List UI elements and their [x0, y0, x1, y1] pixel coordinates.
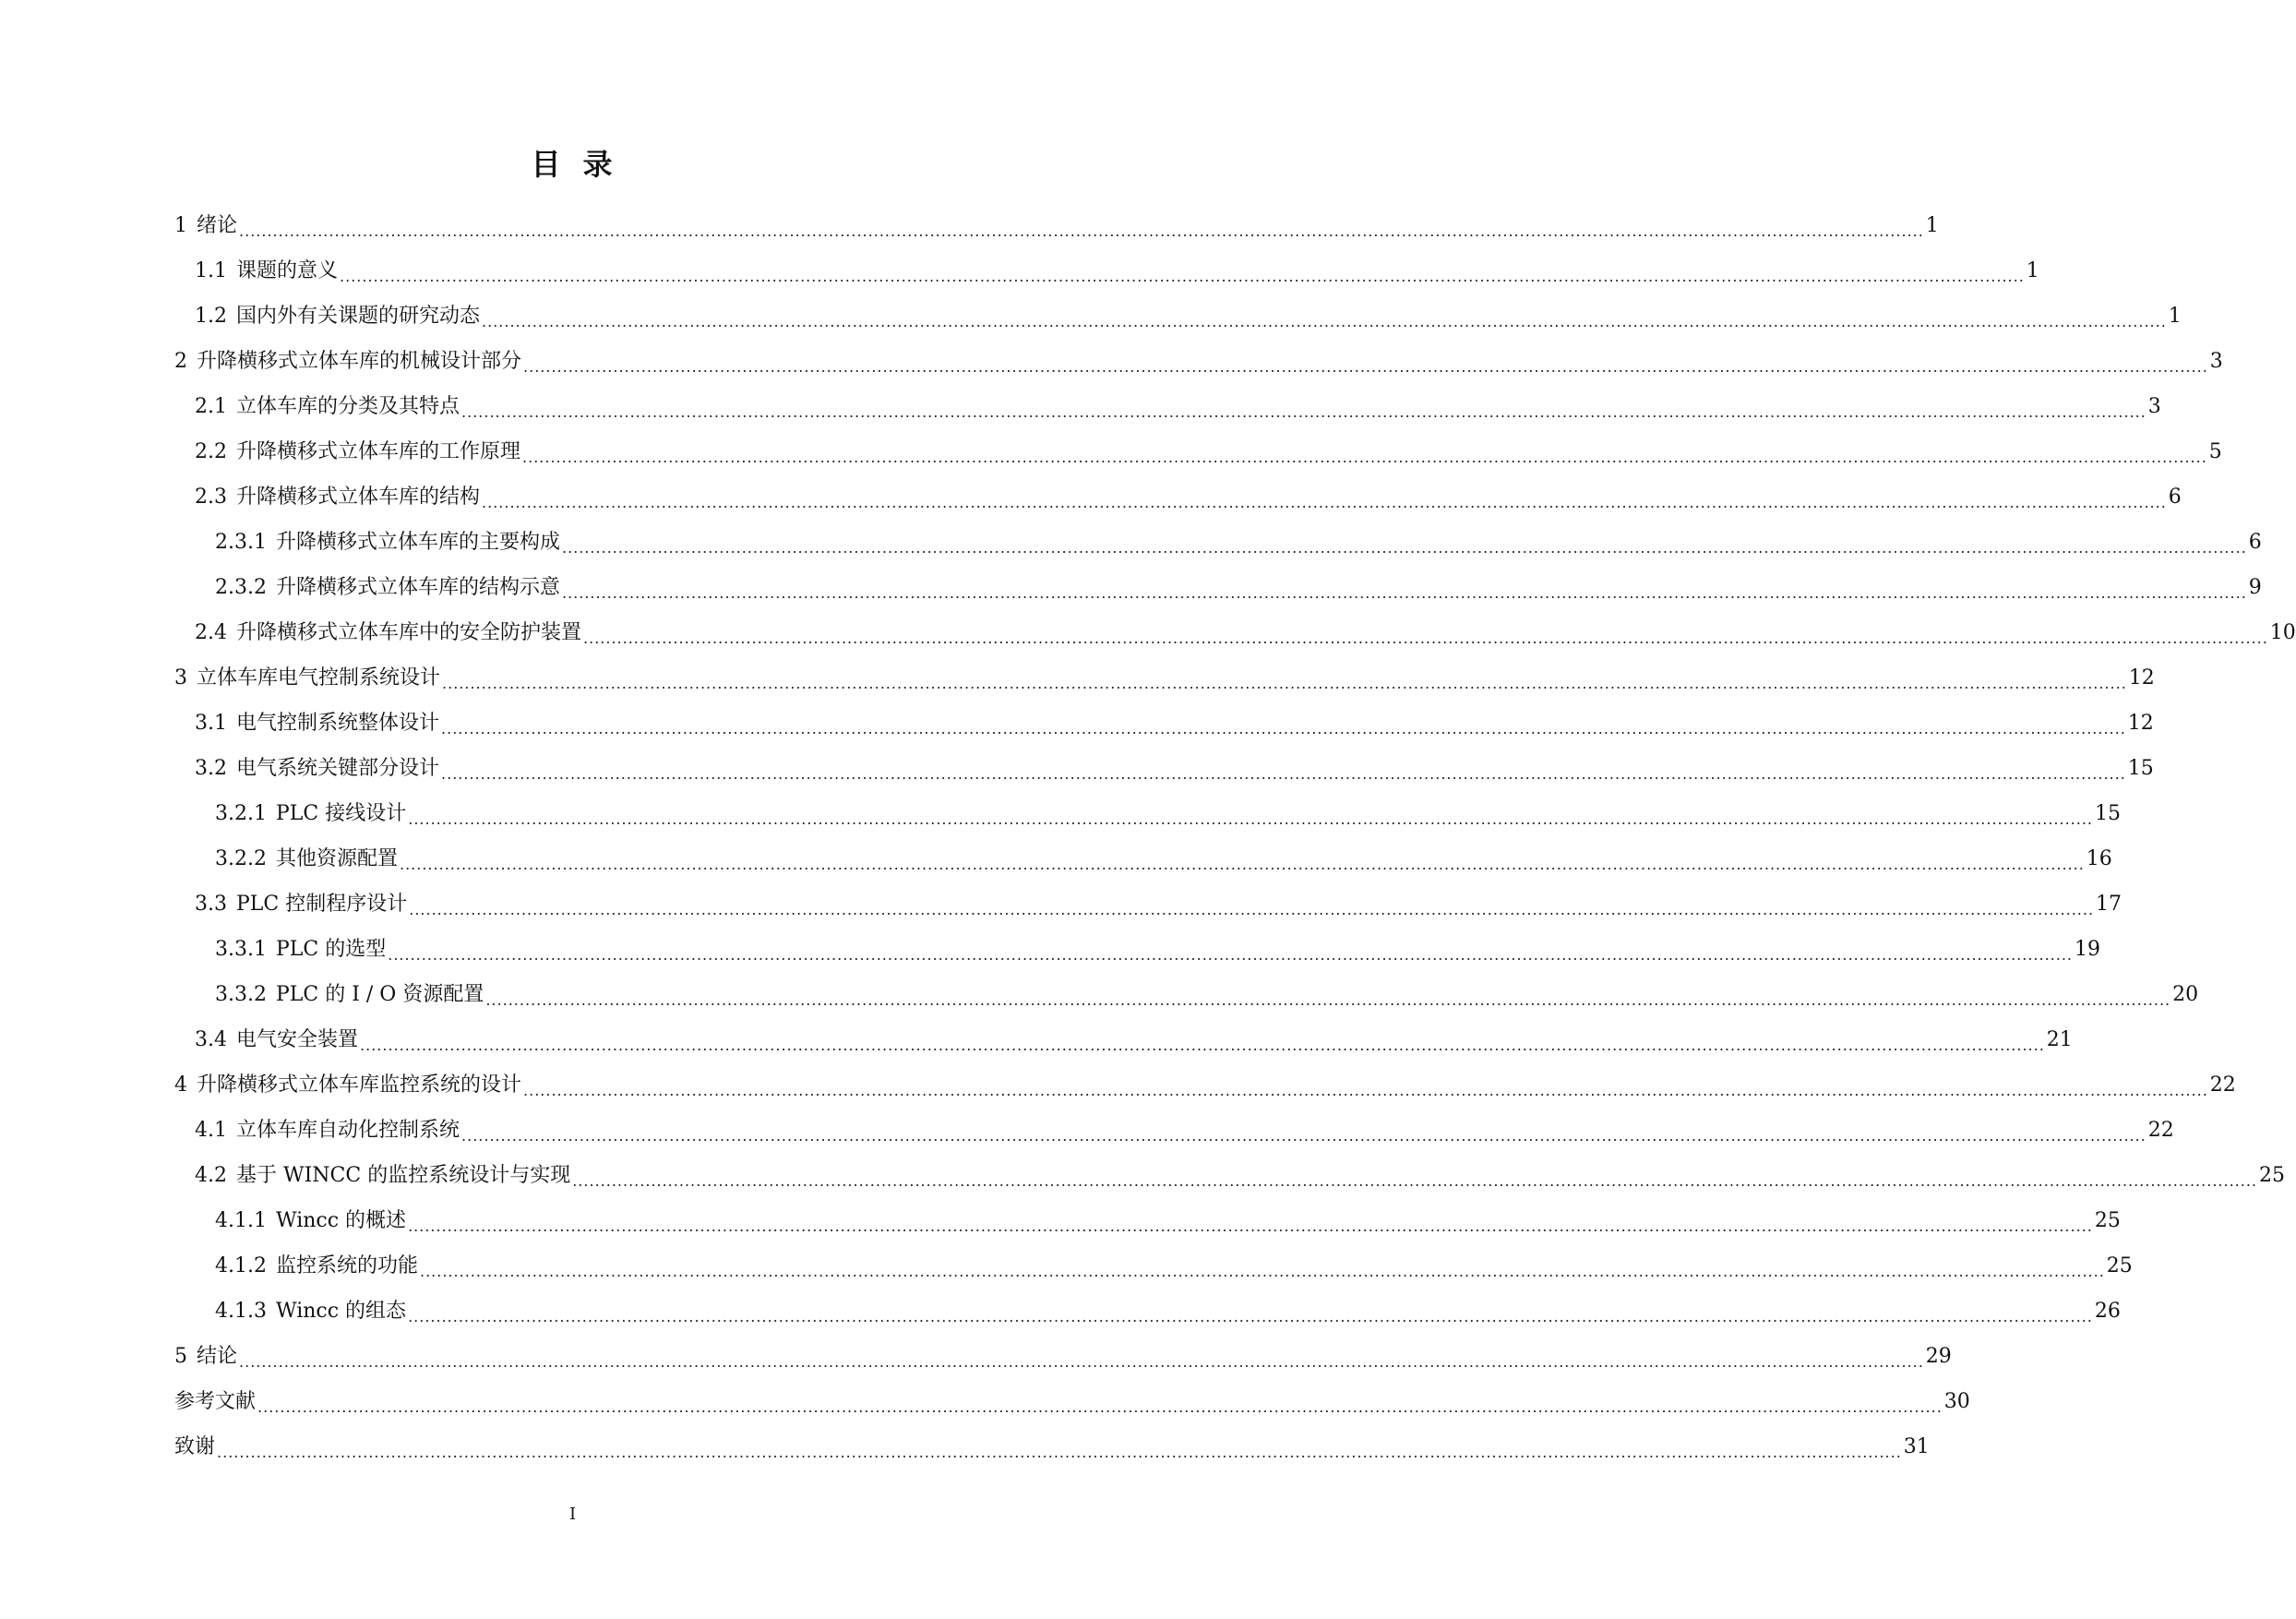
- toc-entry[interactable]: [174, 384, 2161, 429]
- toc-entry-page: 9: [2248, 575, 2262, 599]
- toc-entry-page: 3: [2209, 349, 2223, 373]
- toc-entry[interactable]: [174, 836, 2112, 881]
- toc-entry-title: 立体车库电气控制系统设计: [197, 666, 441, 690]
- toc-entry-title: PLC 的选型: [275, 937, 387, 961]
- toc-entry-page: 16: [2086, 846, 2112, 870]
- toc-entry[interactable]: [174, 1243, 2133, 1289]
- toc-leader-dots: ............................................................................................................................................................................................................................................................................................................: [461, 403, 2147, 421]
- toc-leader-dots: ............................................................................................................................................................................................................................................................................................................: [441, 765, 2126, 783]
- toc-entry-title: 电气安全装置: [236, 1027, 359, 1051]
- toc-entry-number: 3: [174, 666, 187, 690]
- toc-leader-dots: ............................................................................................................................................................................................................................................................................................................: [217, 1444, 1902, 1461]
- toc-entry-page: 15: [2095, 801, 2122, 825]
- toc-entry[interactable]: [174, 655, 2155, 701]
- toc-entry-number: 3.3.1: [215, 937, 267, 961]
- toc-entry-page: 1: [1925, 213, 1939, 237]
- toc-entry-title: 致谢: [174, 1434, 216, 1458]
- toc-entry-number: 3.1: [195, 711, 227, 735]
- page-number: I: [568, 1505, 577, 1524]
- toc-entry-title: 课题的意义: [236, 258, 339, 282]
- toc-entry-title: 其他资源配置: [275, 846, 398, 870]
- toc-entry-number: 1.2: [195, 304, 227, 328]
- toc-leader-dots: ............................................................................................................................................................................................................................................................................................................: [420, 1263, 2105, 1280]
- toc-entry[interactable]: [174, 746, 2154, 791]
- toc-entry[interactable]: [174, 1062, 2236, 1108]
- toc-entry-page: 25: [2106, 1253, 2133, 1277]
- toc-entry[interactable]: [174, 1334, 1952, 1379]
- toc-entry-number: 4.1: [195, 1118, 227, 1142]
- toc-entry-page: 30: [1943, 1389, 1970, 1413]
- toc-leader-dots: ............................................................................................................................................................................................................................................................................................................: [408, 1308, 2093, 1325]
- toc-entry-title: Wincc 的概述: [275, 1208, 407, 1232]
- toc-entry-title: 电气系统关键部分设计: [236, 756, 440, 780]
- toc-entry-page: 1: [2026, 258, 2039, 282]
- toc-leader-dots: ............................................................................................................................................................................................................................................................................................................: [408, 810, 2094, 828]
- page-title-part-1: 目: [531, 147, 563, 182]
- toc-entry-number: 2.3.1: [215, 530, 267, 554]
- toc-leader-dots: ............................................................................................................................................................................................................................................................................................................: [408, 1217, 2093, 1235]
- toc-entry-title: 参考文献: [174, 1389, 257, 1413]
- toc-entry-page: 25: [2094, 1208, 2121, 1232]
- toc-entry-number: 4.1.1: [215, 1208, 267, 1232]
- toc-leader-dots: ............................................................................................................................................................................................................................................................................................................: [442, 675, 2127, 692]
- page-title: [0, 146, 1145, 183]
- toc-entry[interactable]: [174, 339, 2223, 384]
- toc-entry-page: 12: [2127, 711, 2154, 735]
- toc-entry-page: 21: [2046, 1027, 2073, 1051]
- toc-entry-number: 5: [174, 1344, 187, 1368]
- toc-entry[interactable]: [174, 248, 2039, 294]
- toc-entry[interactable]: [174, 565, 2262, 610]
- toc-entry-number: 4.2: [195, 1163, 227, 1187]
- toc-entry-title: 升降横移式立体车库的结构示意: [275, 575, 560, 599]
- toc-entry[interactable]: [174, 610, 2296, 655]
- toc-entry-title: 立体车库的分类及其特点: [236, 394, 460, 418]
- toc-entry-page: 29: [1925, 1344, 1952, 1368]
- table-of-contents: [174, 203, 2296, 1469]
- toc-entry-number: 3.4: [195, 1027, 227, 1051]
- toc-entry-title: PLC 接线设计: [275, 801, 407, 825]
- toc-entry-page: 26: [2094, 1299, 2121, 1323]
- toc-entry-number: 3.2: [195, 756, 227, 780]
- toc-entry-number: 4.1.3: [215, 1299, 267, 1323]
- toc-leader-dots: ............................................................................................................................................................................................................................................................................................................: [482, 313, 2167, 330]
- toc-entry[interactable]: [174, 881, 2123, 927]
- toc-entry-page: 6: [2248, 530, 2262, 554]
- toc-leader-dots: ............................................................................................................................................................................................................................................................................................................: [388, 946, 2074, 964]
- toc-entry[interactable]: [174, 1108, 2174, 1153]
- toc-entry[interactable]: [174, 294, 2182, 339]
- toc-entry-number: 4: [174, 1073, 187, 1097]
- toc-entry[interactable]: [174, 474, 2182, 520]
- toc-entry-page: 25: [2259, 1163, 2285, 1187]
- toc-leader-dots: ............................................................................................................................................................................................................................................................................................................: [239, 222, 1924, 240]
- toc-entry-number: 3.3.2: [215, 982, 267, 1006]
- toc-entry-number: 2.2: [195, 439, 227, 463]
- toc-entry-number: 1: [174, 213, 187, 237]
- toc-entry-page: 22: [2209, 1073, 2236, 1097]
- toc-leader-dots: ............................................................................................................................................................................................................................................................................................................: [572, 1172, 2257, 1190]
- toc-entry-number: 2.1: [195, 394, 227, 418]
- toc-entry-number: 2.3.2: [215, 575, 267, 599]
- toc-entry[interactable]: [174, 927, 2101, 972]
- toc-entry[interactable]: [174, 520, 2262, 565]
- toc-entry-page: 17: [2096, 892, 2123, 916]
- toc-entry-title: PLC 的 I / O 资源配置: [275, 982, 484, 1006]
- toc-entry-title: 绪论: [197, 213, 238, 237]
- toc-entry-page: 1: [2168, 304, 2182, 328]
- toc-entry-number: 2.4: [195, 620, 227, 644]
- toc-leader-dots: ............................................................................................................................................................................................................................................................................................................: [400, 856, 2085, 873]
- toc-entry[interactable]: [174, 203, 1939, 248]
- toc-leader-dots: ............................................................................................................................................................................................................................................................................................................: [485, 991, 2171, 1009]
- toc-leader-dots: ............................................................................................................................................................................................................................................................................................................: [441, 720, 2126, 738]
- toc-leader-dots: ............................................................................................................................................................................................................................................................................................................: [522, 449, 2207, 466]
- toc-leader-dots: ............................................................................................................................................................................................................................................................................................................: [562, 539, 2247, 557]
- toc-leader-dots: ............................................................................................................................................................................................................................................................................................................: [583, 630, 2268, 647]
- toc-leader-dots: ............................................................................................................................................................................................................................................................................................................: [360, 1037, 2045, 1054]
- toc-entry-number: 2: [174, 349, 187, 373]
- toc-leader-dots: ............................................................................................................................................................................................................................................................................................................: [562, 584, 2247, 602]
- toc-entry-page: 3: [2147, 394, 2161, 418]
- toc-entry-page: 5: [2208, 439, 2222, 463]
- toc-entry-number: 3.2.1: [215, 801, 267, 825]
- toc-entry[interactable]: [174, 1424, 1930, 1469]
- toc-leader-dots: ............................................................................................................................................................................................................................................................................................................: [523, 358, 2208, 376]
- toc-entry[interactable]: [174, 972, 2199, 1017]
- toc-leader-dots: ............................................................................................................................................................................................................................................................................................................: [482, 494, 2167, 511]
- toc-leader-dots: ............................................................................................................................................................................................................................................................................................................: [340, 268, 2025, 285]
- toc-entry-title: 国内外有关课题的研究动态: [236, 304, 481, 328]
- toc-leader-dots: ............................................................................................................................................................................................................................................................................................................: [257, 1398, 1943, 1416]
- toc-entry-page: 6: [2168, 485, 2182, 509]
- toc-entry-title: 升降横移式立体车库监控系统的设计: [197, 1073, 522, 1097]
- toc-entry[interactable]: [174, 1153, 2285, 1198]
- toc-leader-dots: ............................................................................................................................................................................................................................................................................................................: [239, 1353, 1924, 1371]
- toc-entry-page: 15: [2127, 756, 2154, 780]
- toc-entry[interactable]: [174, 1017, 2073, 1062]
- toc-entry-title: 升降横移式立体车库的结构: [236, 485, 481, 509]
- toc-entry-page: 31: [1903, 1434, 1930, 1458]
- toc-entry-title: 监控系统的功能: [275, 1253, 418, 1277]
- toc-entry-number: 3.3: [195, 892, 227, 916]
- toc-entry-page: 12: [2128, 666, 2155, 690]
- toc-entry-number: 3.2.2: [215, 846, 267, 870]
- toc-entry-title: 升降横移式立体车库的机械设计部分: [197, 349, 522, 373]
- toc-entry[interactable]: [174, 791, 2122, 836]
- toc-leader-dots: ............................................................................................................................................................................................................................................................................................................: [409, 901, 2095, 918]
- toc-entry[interactable]: [174, 1379, 1970, 1424]
- page-title-part-2: 录: [582, 147, 615, 182]
- toc-entry[interactable]: [174, 429, 2222, 474]
- toc-entry-title: 电气控制系统整体设计: [236, 711, 440, 735]
- toc-entry[interactable]: [174, 1198, 2121, 1243]
- toc-entry-title: 升降横移式立体车库的工作原理: [236, 439, 521, 463]
- toc-entry-title: 立体车库自动化控制系统: [236, 1118, 460, 1142]
- toc-entry-number: 4.1.2: [215, 1253, 267, 1277]
- toc-entry-number: 1.1: [195, 258, 227, 282]
- toc-entry-page: 10: [2269, 620, 2296, 644]
- toc-entry-title: 结论: [197, 1344, 238, 1368]
- toc-entry-title: 升降横移式立体车库中的安全防护装置: [236, 620, 582, 644]
- toc-leader-dots: ............................................................................................................................................................................................................................................................................................................: [461, 1127, 2147, 1145]
- toc-entry[interactable]: [174, 701, 2154, 746]
- toc-entry-title: 升降横移式立体车库的主要构成: [275, 530, 560, 554]
- toc-entry-title: Wincc 的组态: [275, 1299, 407, 1323]
- toc-entry-title: PLC 控制程序设计: [236, 892, 408, 916]
- toc-entry-page: 22: [2147, 1118, 2174, 1142]
- toc-entry-page: 19: [2075, 937, 2101, 961]
- toc-entry[interactable]: [174, 1289, 2121, 1334]
- toc-entry-page: 20: [2172, 982, 2199, 1006]
- toc-leader-dots: ............................................................................................................................................................................................................................................................................................................: [523, 1082, 2208, 1099]
- toc-entry-number: 2.3: [195, 485, 227, 509]
- toc-entry-title: 基于 WINCC 的监控系统设计与实现: [236, 1163, 571, 1187]
